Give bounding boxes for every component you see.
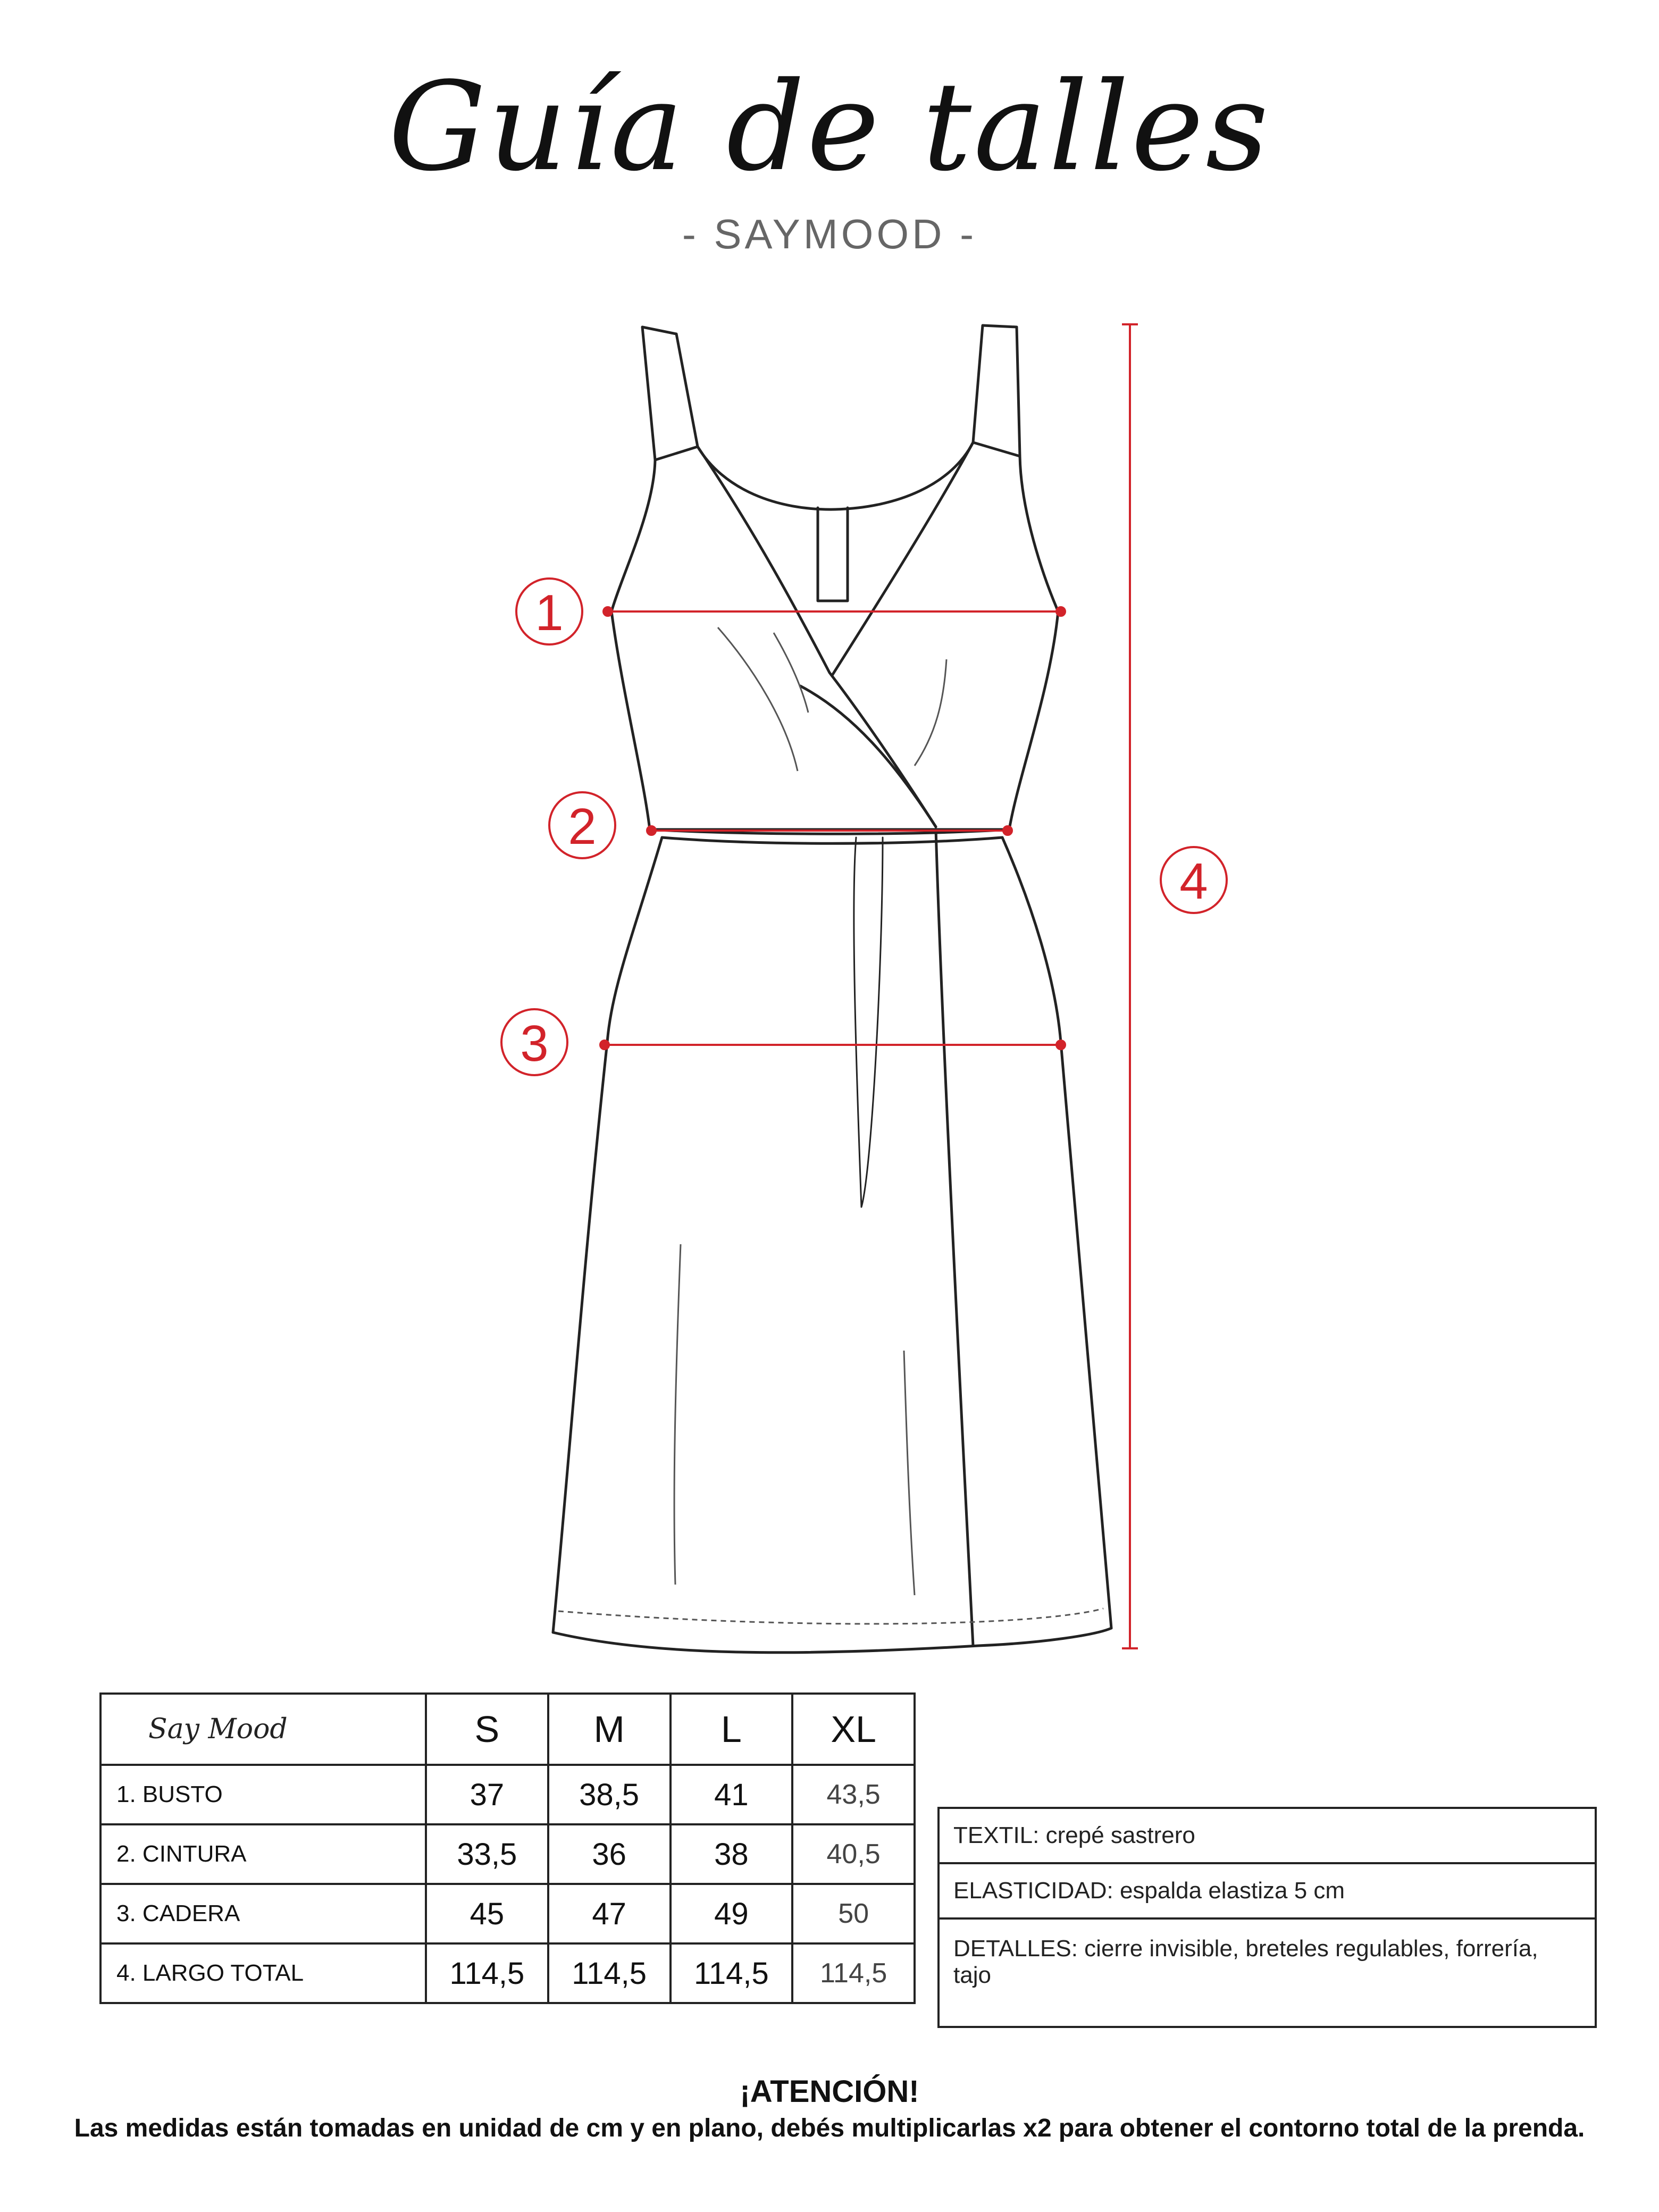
table-cell: 114,5: [426, 1943, 548, 2003]
bodice-outline: [611, 456, 1058, 830]
size-table-header-row: [100, 1694, 915, 1765]
textil-detail: TEXTIL: crepé sastrero: [939, 1808, 1596, 1863]
table-row: [100, 1943, 915, 2003]
table-cell: 45: [426, 1884, 548, 1943]
table-cell: 33,5: [426, 1824, 548, 1884]
wrap-right: [832, 442, 973, 675]
table-cell: 40,5: [792, 1824, 915, 1884]
right-strap: [973, 325, 1020, 456]
size-header-xl: XL: [792, 1694, 915, 1765]
table-row: [100, 1824, 915, 1884]
logo-cell: [100, 1694, 426, 1765]
elasticidad-detail: ELASTICIDAD: espalda elastiza 5 cm: [939, 1863, 1596, 1918]
brand-subtitle: - SAYMOOD -: [682, 211, 977, 257]
saymood-logo: Say Mood: [148, 1713, 288, 1745]
table-cell: 47: [548, 1884, 671, 1943]
skirt-outline: [553, 837, 1111, 1653]
placket: [818, 508, 848, 601]
table-row: [100, 1765, 915, 1824]
table-cell: 114,5: [548, 1943, 671, 2003]
attention-heading: ¡ATENCIÓN!: [740, 2074, 919, 2109]
table-cell: 50: [792, 1884, 915, 1943]
detalles-detail: DETALLES: cierre invisible, breteles regulables, forrería, tajo: [939, 1918, 1596, 2027]
table-cell: 114,5: [671, 1943, 793, 2003]
marker-1: 1: [535, 584, 564, 641]
page-title: Guía de talles: [388, 56, 1271, 198]
table-cell: 41: [671, 1765, 793, 1824]
table-cell: 36: [548, 1824, 671, 1884]
neckline: [698, 442, 973, 509]
skirt-overlap: [936, 830, 973, 1646]
size-header-s: S: [426, 1694, 548, 1765]
row-label: 4. LARGO TOTAL: [100, 1943, 426, 2003]
size-table: [99, 1692, 916, 2004]
table-cell: 38,5: [548, 1765, 671, 1824]
skirt-fold: [854, 837, 883, 1207]
row-label: 2. CINTURA: [100, 1824, 426, 1884]
waistband-bottom: [662, 837, 1002, 843]
wrap-inner: [800, 686, 936, 827]
table-cell: 43,5: [792, 1765, 915, 1824]
measurement-note: Las medidas están tomadas en unidad de cm y en plano, debés multiplicarlas x2 para obtener el contorno total de la prenda.: [74, 2114, 1585, 2142]
table-cell: 49: [671, 1884, 793, 1943]
left-strap: [642, 327, 698, 460]
table-row: [100, 1884, 915, 1943]
row-label: 1. BUSTO: [100, 1765, 426, 1824]
details-box: [937, 1807, 1597, 2028]
marker-3: 3: [520, 1015, 549, 1072]
table-cell: 114,5: [792, 1943, 915, 2003]
size-header-m: M: [548, 1694, 671, 1765]
wrap-left: [698, 447, 936, 827]
marker-2: 2: [568, 798, 597, 855]
table-cell: 38: [671, 1824, 793, 1884]
row-label: 3. CADERA: [100, 1884, 426, 1943]
marker-4: 4: [1179, 853, 1208, 910]
size-header-l: L: [671, 1694, 793, 1765]
table-cell: 37: [426, 1765, 548, 1824]
